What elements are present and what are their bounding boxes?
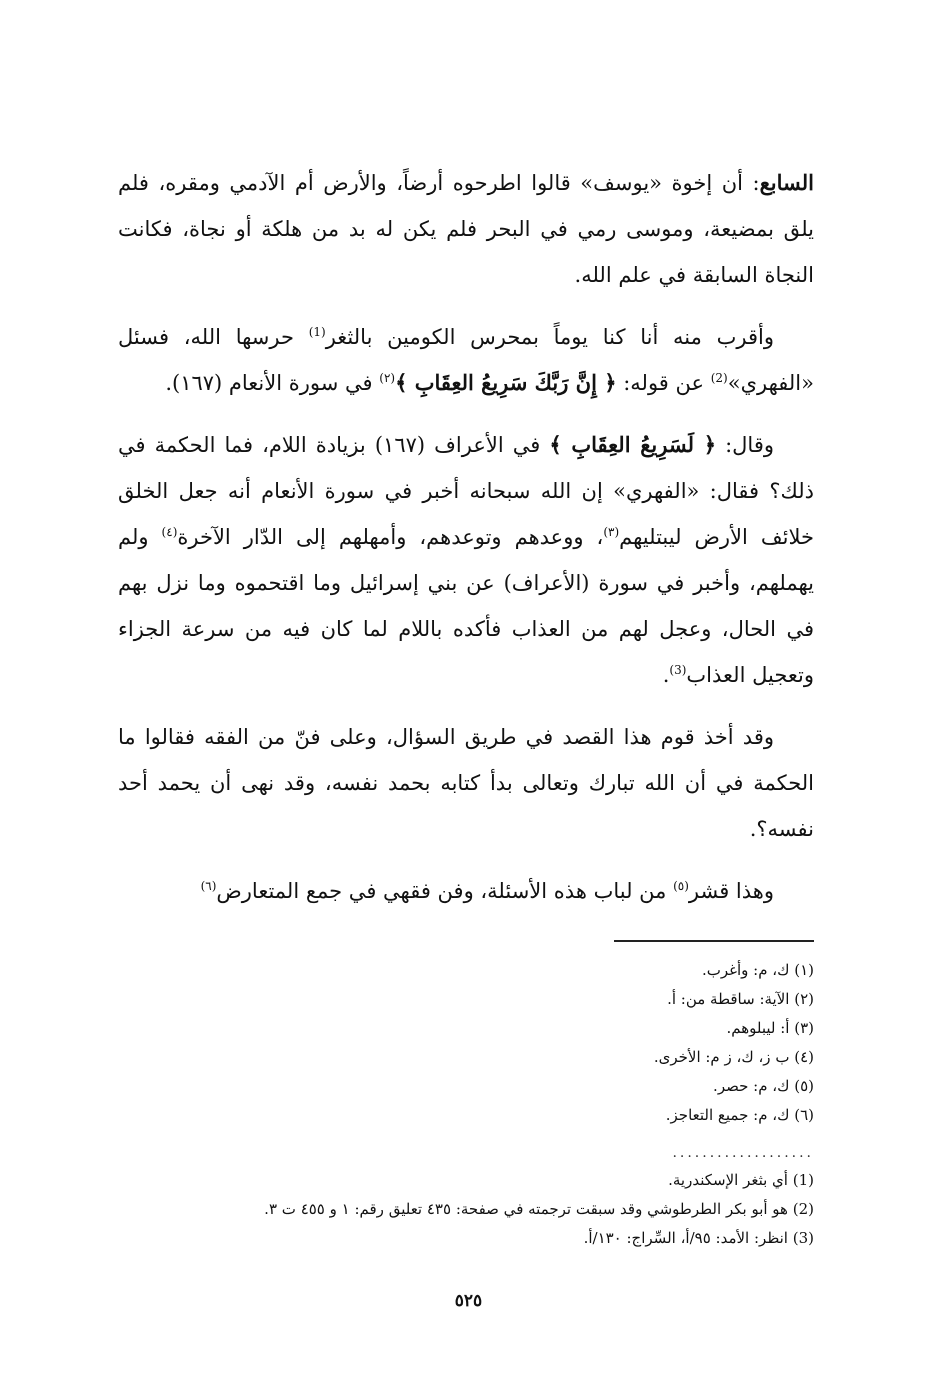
- page-body: [118, 160, 814, 1253]
- paragraph-text: ولم يهملهم، وأخبر في سورة (الأعراف) عن بني إسرائيل وما اقتحموه وما نزل بهم في الحال، وعجل لهم من العذاب فأكده باللام لما كان فيه من سرعة الجزاء وتعجيل العذاب: [118, 525, 814, 687]
- editor-footnotes: [118, 1166, 814, 1253]
- footnote-ref: (٢): [379, 371, 396, 385]
- variant-note: (٢) الآية: ساقطة من: أ.: [667, 990, 814, 1008]
- footnote-divider: [614, 940, 814, 942]
- paragraph-text: وأقرب منه أنا كنا يوماً بمحرس الكومين بالثغر: [325, 325, 774, 349]
- paragraph-text: عن قوله:: [616, 371, 711, 395]
- dotted-separator: ...................: [672, 1145, 814, 1161]
- footnote-ref: (٤): [161, 525, 178, 539]
- footnote-ref: (٦): [200, 879, 217, 893]
- footnote-ref: (2): [710, 371, 728, 385]
- paragraph-text: : أن إخوة «يوسف» قالوا اطرحوه أرضاً، والأرض أم الآدمي ومقره، فلم يلق بمضيعة، وموسى رمي في البحر فلم يكن له بد من هلكة أو نجاة، فكانت النجاة السابقة في علم الله.: [118, 171, 814, 287]
- quran-verse: ﴿ إِنَّ رَبَّكَ سَرِيعُ العِقَابِ ﴾: [395, 370, 617, 395]
- variant-note: (٦) ك، م: جميع التعاجز.: [665, 1106, 814, 1124]
- editor-note: (2) هو أبو بكر الطرطوشي وقد سبقت ترجمته في صفحة: ٤٣٥ تعليق رقم: ١ و ٤٥٥ ت ٣.: [264, 1200, 814, 1218]
- paragraph-hamd-question: [118, 714, 814, 852]
- footnote-ref: (3): [669, 663, 687, 677]
- footnote-ref: (٣): [603, 525, 620, 539]
- variant-note: (٤) ب ز، ك، ز م: الأخرى.: [653, 1048, 814, 1066]
- paragraph-text: وقد أخذ قوم هذا القصد في طريق السؤال، وعلى فنّ من الفقه فقالوا ما الحكمة في أن الله تبارك وتعالى بدأ كتابه بحمد نفسه، وقد نهى أن يحمد أحد نفسه؟.: [118, 725, 814, 841]
- paragraph-text: في سورة الأنعام (١٦٧).: [165, 371, 380, 395]
- variant-note: (٥) ك، م: حصر.: [713, 1077, 814, 1095]
- paragraph-text: حرسها الله، فسئل «الفهري»: [118, 325, 814, 395]
- editor-note: (1) أي بثغر الإسكندرية.: [668, 1171, 814, 1189]
- paragraph-text: وقال:: [716, 433, 774, 457]
- paragraph-text: ، ووعدهم وتوعدهم، وأمهلهم إلى الدّار الآخرة: [177, 525, 604, 549]
- page-number: ٥٢٥: [454, 1291, 483, 1311]
- variant-note: (١) ك، م: وأغرب.: [701, 961, 814, 979]
- paragraph-text: في الأعراف (١٦٧) بزيادة اللام، فما الحكمة في ذلك؟ فقال: «الفهري» إن الله سبحانه أخبر في سورة الأنعام أنه جعل الخلق خلائف الأرض ليبتليهم: [118, 433, 814, 549]
- quran-verse: ﴿ لَسَرِيعُ العِقَابِ ﴾: [549, 432, 717, 457]
- footnote-ref: (٥): [673, 879, 689, 893]
- paragraph-seventh: [118, 160, 814, 298]
- paragraph-text: من لباب هذه الأسئلة، وفن فقهي في جمع المتعارض: [216, 879, 674, 903]
- paragraph-text: .: [662, 663, 670, 687]
- variant-footnotes: [118, 956, 814, 1130]
- paragraph-answer: [118, 422, 814, 698]
- editor-note: (3) انظر: الأمد: ٩٥/أ، السِّراج: ١٣٠/أ.: [583, 1229, 814, 1247]
- paragraph-closing: [118, 868, 814, 914]
- variant-note: (٣) أ: ليبلوهم.: [726, 1019, 814, 1037]
- paragraph-fahri-question: [118, 314, 814, 406]
- paragraph-text: وهذا قشر: [688, 879, 774, 903]
- section-lead-word: السابع: [759, 170, 814, 195]
- footnote-ref: (1): [308, 325, 326, 339]
